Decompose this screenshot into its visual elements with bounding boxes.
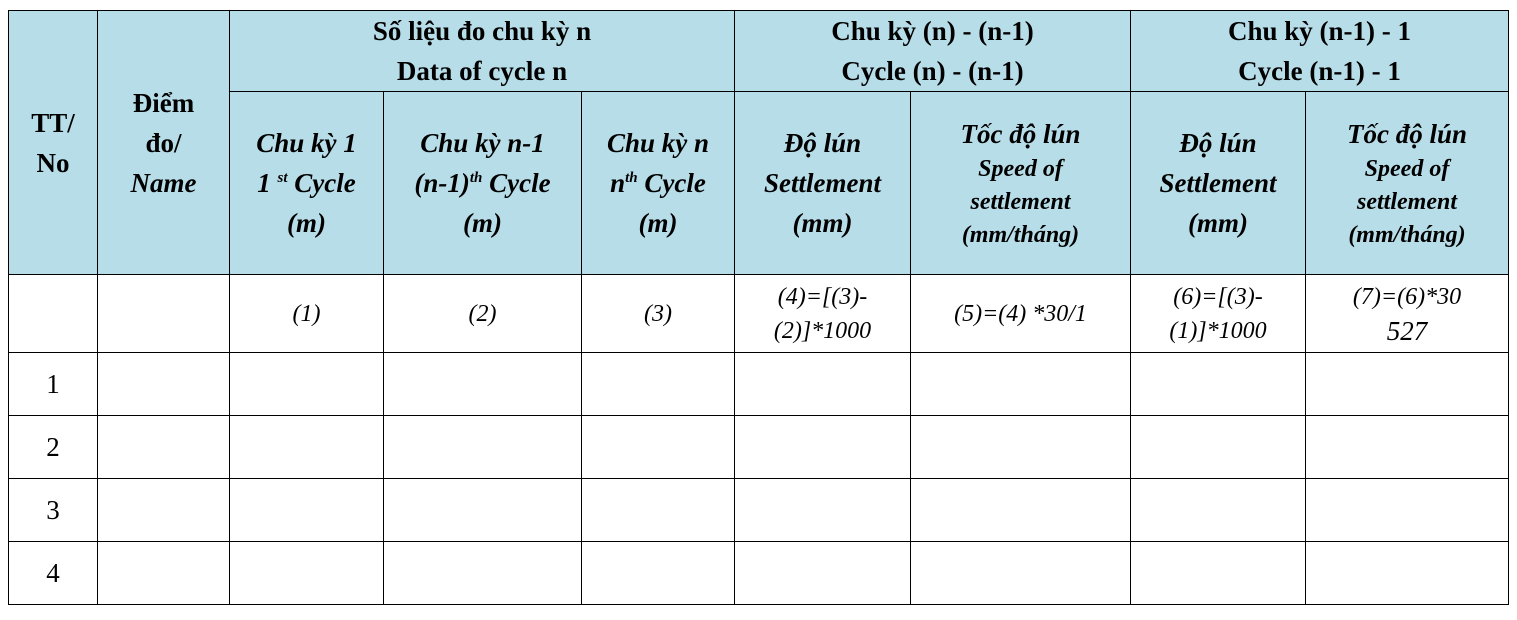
row-number: 4 <box>9 542 98 605</box>
cell <box>98 353 230 416</box>
cell <box>1131 542 1306 605</box>
cell <box>911 479 1131 542</box>
cell <box>230 479 384 542</box>
header-data-of-cycle-n: Số liệu đo chu kỳ n Data of cycle n <box>230 11 735 92</box>
cell <box>735 479 911 542</box>
cell <box>384 416 582 479</box>
cell <box>1306 542 1509 605</box>
cell <box>911 542 1131 605</box>
subheader-settlement-a: Độ lún Settlement (mm) <box>735 92 911 275</box>
header-cycle-n1-minus-1: Chu kỳ (n-1) - 1 Cycle (n-1) - 1 <box>1131 11 1509 92</box>
formula-empty-tt <box>9 275 98 353</box>
formula-7: (7)=(6)*30 527 <box>1306 275 1509 353</box>
table-row <box>9 479 1509 542</box>
cell <box>1306 479 1509 542</box>
cell <box>582 416 735 479</box>
subheader-settlement-b: Độ lún Settlement (mm) <box>1131 92 1306 275</box>
cell <box>1306 353 1509 416</box>
header-cycle-n-minus-n1: Chu kỳ (n) - (n-1) Cycle (n) - (n-1) <box>735 11 1131 92</box>
subheader-speed-b: Tốc độ lún Speed of settlement (mm/tháng) <box>1306 92 1509 275</box>
subheader-cycle-1: Chu kỳ 1 1 $^{st}$ Cycle (m) <box>230 92 384 275</box>
subheader-speed-a: Tốc độ lún Speed of settlement (mm/tháng) <box>911 92 1131 275</box>
formula-1: (1) <box>230 275 384 353</box>
cell <box>582 479 735 542</box>
cell <box>911 416 1131 479</box>
cell <box>582 353 735 416</box>
cell <box>1131 479 1306 542</box>
cell <box>735 542 911 605</box>
cell <box>1306 416 1509 479</box>
formula-2: (2) <box>384 275 582 353</box>
header-tt: TT/ No <box>9 11 98 275</box>
cell <box>230 542 384 605</box>
formula-3: (3) <box>582 275 735 353</box>
subheader-cycle-n-1: Chu kỳ n-1 $(n-1)^{th}$ Cycle (m) <box>384 92 582 275</box>
cell <box>582 542 735 605</box>
settlement-table <box>8 10 1509 605</box>
cell <box>1131 416 1306 479</box>
cell <box>735 416 911 479</box>
formula-empty-name <box>98 275 230 353</box>
table-row <box>9 416 1509 479</box>
cell <box>384 353 582 416</box>
cell <box>230 353 384 416</box>
formula-5: (5)=(4) *30/1 <box>911 275 1131 353</box>
cell <box>98 479 230 542</box>
table-row <box>9 353 1509 416</box>
formula-4: (4)=[(3)- (2)]*1000 <box>735 275 911 353</box>
row-number: 3 <box>9 479 98 542</box>
formula-6: (6)=[(3)- (1)]*1000 <box>1131 275 1306 353</box>
cell <box>911 353 1131 416</box>
cell <box>384 542 582 605</box>
cell <box>98 542 230 605</box>
cell <box>230 416 384 479</box>
cell <box>735 353 911 416</box>
cell <box>98 416 230 479</box>
cell <box>1131 353 1306 416</box>
cell <box>384 479 582 542</box>
table-row <box>9 542 1509 605</box>
row-number: 1 <box>9 353 98 416</box>
row-number: 2 <box>9 416 98 479</box>
header-point-name: Điểm đo/ Name <box>98 11 230 275</box>
subheader-cycle-n: Chu kỳ n $n^{th}$ Cycle (m) <box>582 92 735 275</box>
